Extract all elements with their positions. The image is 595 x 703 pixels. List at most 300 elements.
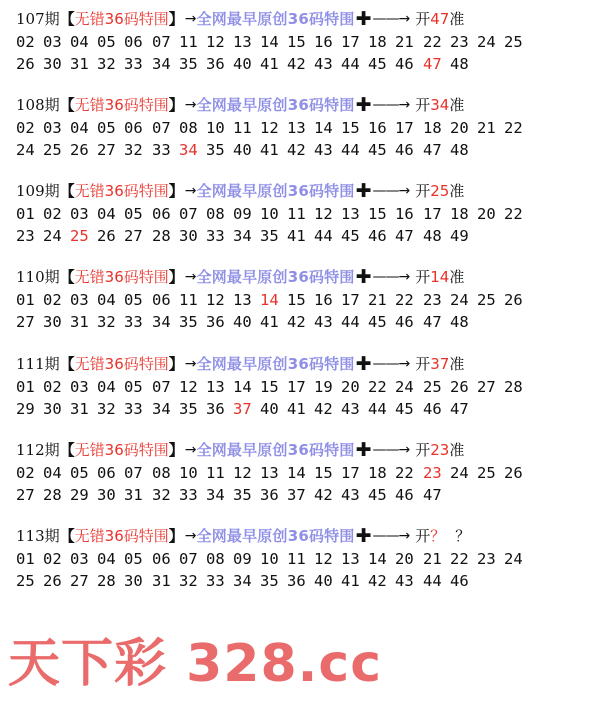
number-cell: 31	[70, 55, 89, 73]
number-cell: 01	[16, 550, 35, 568]
number-cell: 47	[450, 400, 469, 418]
number-cell: 43	[395, 572, 414, 590]
number-cell: 22	[395, 464, 414, 482]
number-cell: 44	[423, 572, 442, 590]
number-cell: 10	[260, 205, 279, 223]
number-cell: 13	[233, 33, 252, 51]
number-cell: 15	[341, 119, 360, 137]
number-row	[16, 311, 586, 333]
number-cell: 46	[395, 486, 414, 504]
number-cell: 01	[16, 205, 35, 223]
number-cell: 35	[179, 55, 198, 73]
number-cell: 18	[450, 205, 469, 223]
number-cell: 13	[206, 378, 225, 396]
number-cell: 08	[179, 119, 198, 137]
number-cell: 35	[206, 141, 225, 159]
number-cell: 07	[124, 464, 143, 482]
bracket-right: 】	[168, 10, 184, 28]
number-cell: 46	[395, 141, 414, 159]
number-row	[16, 31, 586, 53]
number-cell: 14	[260, 33, 279, 51]
number-row	[16, 548, 586, 570]
number-cell: 36	[287, 572, 306, 590]
site-slogan: 全网最早原创36码特围	[196, 441, 355, 459]
number-cell: 07	[179, 550, 198, 568]
number-cell: 15	[314, 464, 333, 482]
number-cell: 20	[341, 378, 360, 396]
number-cell: 34	[179, 141, 198, 159]
number-cell: 45	[368, 55, 387, 73]
number-cell: 34	[152, 400, 171, 418]
bracket-left: 【	[59, 10, 75, 28]
number-cell: 04	[70, 33, 89, 51]
category-label: 无错36码特围	[74, 441, 169, 459]
accuracy-label: 准	[449, 268, 465, 286]
number-cell: 44	[341, 55, 360, 73]
number-cell: 30	[179, 227, 198, 245]
number-cell: 45	[395, 400, 414, 418]
long-arrow-icon: ——→	[372, 356, 410, 372]
number-cell: 27	[70, 572, 89, 590]
accuracy-label: 准	[449, 182, 465, 200]
arrow-icon: →	[184, 356, 197, 372]
number-cell: 14	[233, 378, 252, 396]
number-cell: 25	[477, 464, 496, 482]
number-cell: 44	[368, 400, 387, 418]
number-cell: 16	[368, 119, 387, 137]
number-cell: 30	[43, 55, 62, 73]
number-cell: 45	[368, 313, 387, 331]
number-row	[16, 376, 586, 398]
number-cell: 22	[395, 291, 414, 309]
number-cell: 26	[43, 572, 62, 590]
bracket-right: 】	[168, 268, 184, 286]
number-row	[16, 484, 586, 506]
number-cell: 33	[124, 400, 143, 418]
number-cell: 02	[43, 378, 62, 396]
number-cell: 14	[314, 119, 333, 137]
number-cell: 16	[395, 205, 414, 223]
number-cell: 05	[97, 119, 116, 137]
number-cell: 32	[179, 572, 198, 590]
number-cell: 34	[152, 313, 171, 331]
number-cell: 45	[341, 227, 360, 245]
number-cell: 23	[16, 227, 35, 245]
number-cell: 35	[179, 400, 198, 418]
period-header	[16, 179, 586, 203]
number-cell: 23	[423, 464, 442, 482]
category-label: 无错36码特围	[74, 355, 169, 373]
category-label: 无错36码特围	[74, 182, 169, 200]
number-cell: 41	[287, 227, 306, 245]
period-block	[16, 7, 586, 75]
number-cell: 27	[124, 227, 143, 245]
number-cell: 12	[314, 550, 333, 568]
number-cell: 43	[314, 313, 333, 331]
number-cell: 44	[314, 227, 333, 245]
number-cell: 03	[70, 205, 89, 223]
number-cell: 22	[423, 33, 442, 51]
number-cell: 02	[43, 205, 62, 223]
number-cell: 37	[233, 400, 252, 418]
number-cell: 15	[260, 378, 279, 396]
open-label: 开	[415, 441, 431, 459]
category-label: 无错36码特围	[74, 268, 169, 286]
category-label: 无错36码特围	[74, 527, 169, 545]
number-cell: 48	[450, 141, 469, 159]
number-row	[16, 203, 586, 225]
number-cell: 04	[70, 119, 89, 137]
number-cell: 05	[124, 378, 143, 396]
number-cell: 40	[260, 400, 279, 418]
number-cell: 13	[341, 205, 360, 223]
number-cell: 42	[314, 486, 333, 504]
number-cell: 22	[504, 119, 523, 137]
arrow-icon: →	[184, 11, 197, 27]
category-label: 无错36码特围	[74, 96, 169, 114]
number-cell: 05	[124, 205, 143, 223]
number-cell: 11	[179, 33, 198, 51]
number-cell: 34	[206, 486, 225, 504]
number-cell: 26	[504, 291, 523, 309]
number-cell: 25	[16, 572, 35, 590]
number-cell: 01	[16, 378, 35, 396]
long-arrow-icon: ——→	[372, 11, 410, 27]
period-header	[16, 7, 586, 31]
long-arrow-icon: ——→	[372, 442, 410, 458]
number-cell: 13	[260, 464, 279, 482]
result-value: 25	[430, 182, 450, 200]
number-cell: 32	[124, 141, 143, 159]
number-cell: 23	[423, 291, 442, 309]
number-cell: 28	[97, 572, 116, 590]
number-cell: 05	[70, 464, 89, 482]
number-cell: 09	[233, 550, 252, 568]
bracket-left: 【	[59, 96, 75, 114]
number-cell: 24	[504, 550, 523, 568]
accuracy-label: 准	[449, 10, 465, 28]
number-cell: 30	[43, 313, 62, 331]
number-cell: 08	[152, 464, 171, 482]
long-arrow-icon: ——→	[372, 528, 410, 544]
number-cell: 43	[341, 486, 360, 504]
number-cell: 46	[395, 55, 414, 73]
arrow-icon: →	[184, 183, 197, 199]
number-cell: 23	[450, 33, 469, 51]
number-cell: 13	[233, 291, 252, 309]
long-arrow-icon: ——→	[372, 269, 410, 285]
number-cell: 11	[287, 550, 306, 568]
bracket-left: 【	[59, 355, 75, 373]
number-cell: 26	[450, 378, 469, 396]
number-cell: 01	[16, 291, 35, 309]
number-cell: 16	[314, 291, 333, 309]
number-cell: 43	[314, 55, 333, 73]
number-cell: 44	[341, 141, 360, 159]
number-cell: 04	[43, 464, 62, 482]
number-cell: 42	[314, 400, 333, 418]
number-cell: 30	[124, 572, 143, 590]
bracket-left: 【	[59, 527, 75, 545]
number-cell: 08	[206, 550, 225, 568]
number-cell: 12	[206, 291, 225, 309]
number-cell: 41	[260, 55, 279, 73]
number-cell: 17	[341, 291, 360, 309]
number-cell: 14	[287, 464, 306, 482]
number-cell: 16	[314, 33, 333, 51]
number-cell: 30	[97, 486, 116, 504]
bracket-right: 】	[168, 182, 184, 200]
number-cell: 11	[233, 119, 252, 137]
category-label: 无错36码特围	[74, 10, 169, 28]
number-cell: 40	[233, 141, 252, 159]
number-cell: 19	[314, 378, 333, 396]
number-cell: 24	[477, 33, 496, 51]
number-row	[16, 398, 586, 420]
number-cell: 10	[179, 464, 198, 482]
number-cell: 10	[206, 119, 225, 137]
number-cell: 22	[504, 205, 523, 223]
number-cell: 40	[233, 313, 252, 331]
number-cell: 36	[260, 486, 279, 504]
number-row	[16, 462, 586, 484]
number-cell: 31	[124, 486, 143, 504]
number-cell: 24	[450, 464, 469, 482]
bracket-left: 【	[59, 182, 75, 200]
number-cell: 28	[152, 227, 171, 245]
number-cell: 30	[43, 400, 62, 418]
plus-icon: ✚	[355, 94, 372, 116]
number-cell: 34	[152, 55, 171, 73]
period-header	[16, 265, 586, 289]
number-cell: 46	[423, 400, 442, 418]
number-cell: 23	[477, 550, 496, 568]
bracket-right: 】	[168, 441, 184, 459]
number-cell: 36	[206, 400, 225, 418]
number-cell: 22	[368, 378, 387, 396]
number-cell: 41	[260, 141, 279, 159]
number-cell: 02	[16, 33, 35, 51]
number-cell: 40	[233, 55, 252, 73]
number-cell: 03	[70, 378, 89, 396]
number-cell: 12	[260, 119, 279, 137]
number-cell: 32	[97, 400, 116, 418]
period-number: 107期	[16, 10, 60, 28]
number-cell: 05	[124, 291, 143, 309]
number-cell: 37	[287, 486, 306, 504]
bracket-right: 】	[168, 527, 184, 545]
period-header	[16, 352, 586, 376]
number-cell: 35	[260, 572, 279, 590]
number-cell: 06	[124, 33, 143, 51]
number-cell: 17	[395, 119, 414, 137]
number-cell: 33	[152, 141, 171, 159]
number-cell: 03	[70, 550, 89, 568]
number-cell: 47	[395, 227, 414, 245]
number-row	[16, 289, 586, 311]
number-cell: 15	[368, 205, 387, 223]
number-cell: 47	[423, 141, 442, 159]
number-cell: 48	[450, 313, 469, 331]
site-slogan: 全网最早原创36码特围	[196, 268, 355, 286]
period-block	[16, 524, 586, 592]
number-cell: 11	[179, 291, 198, 309]
period-number: 109期	[16, 182, 60, 200]
number-cell: 11	[206, 464, 225, 482]
number-cell: 24	[395, 378, 414, 396]
arrow-icon: →	[184, 442, 197, 458]
number-row	[16, 225, 586, 247]
number-cell: 06	[97, 464, 116, 482]
number-cell: 42	[287, 141, 306, 159]
result-value: 34	[430, 96, 450, 114]
number-cell: 32	[97, 313, 116, 331]
number-cell: 05	[124, 550, 143, 568]
number-cell: 36	[206, 55, 225, 73]
number-cell: 02	[43, 550, 62, 568]
number-cell: 49	[450, 227, 469, 245]
period-number: 112期	[16, 441, 60, 459]
number-cell: 22	[450, 550, 469, 568]
brand-watermark: 天下彩 328.cc	[8, 634, 383, 694]
result-value: 23	[430, 441, 450, 459]
number-cell: 20	[477, 205, 496, 223]
number-cell: 48	[450, 55, 469, 73]
number-cell: 10	[260, 550, 279, 568]
result-value: 47	[430, 10, 450, 28]
number-cell: 13	[341, 550, 360, 568]
bracket-left: 【	[59, 268, 75, 286]
number-cell: 29	[70, 486, 89, 504]
number-cell: 11	[287, 205, 306, 223]
result-value: 14	[430, 268, 450, 286]
period-header	[16, 524, 586, 548]
number-cell: 17	[341, 33, 360, 51]
period-header	[16, 93, 586, 117]
period-block	[16, 438, 586, 506]
number-cell: 42	[287, 55, 306, 73]
number-cell: 35	[233, 486, 252, 504]
number-cell: 47	[423, 486, 442, 504]
number-cell: 08	[206, 205, 225, 223]
period-block	[16, 265, 586, 333]
number-row	[16, 139, 586, 161]
number-cell: 41	[341, 572, 360, 590]
long-arrow-icon: ——→	[372, 183, 410, 199]
number-cell: 03	[43, 119, 62, 137]
number-cell: 04	[97, 291, 116, 309]
number-row	[16, 53, 586, 75]
plus-icon: ✚	[355, 180, 372, 202]
number-cell: 03	[70, 291, 89, 309]
number-cell: 21	[477, 119, 496, 137]
accuracy-label: 准	[449, 96, 465, 114]
number-cell: 43	[341, 400, 360, 418]
number-cell: 26	[504, 464, 523, 482]
site-slogan: 全网最早原创36码特围	[196, 96, 355, 114]
number-cell: 33	[124, 313, 143, 331]
number-cell: 27	[477, 378, 496, 396]
number-cell: 35	[260, 227, 279, 245]
number-cell: 31	[152, 572, 171, 590]
plus-icon: ✚	[355, 353, 372, 375]
bracket-left: 【	[59, 441, 75, 459]
number-cell: 04	[97, 550, 116, 568]
number-cell: 18	[368, 33, 387, 51]
number-cell: 33	[179, 486, 198, 504]
number-cell: 27	[97, 141, 116, 159]
open-label: 开	[415, 355, 431, 373]
number-cell: 07	[152, 378, 171, 396]
number-cell: 45	[368, 486, 387, 504]
open-label: 开	[415, 182, 431, 200]
number-cell: 42	[287, 313, 306, 331]
number-cell: 28	[43, 486, 62, 504]
period-header	[16, 438, 586, 462]
bracket-right: 】	[168, 355, 184, 373]
number-cell: 25	[43, 141, 62, 159]
number-cell: 02	[16, 119, 35, 137]
number-cell: 34	[233, 572, 252, 590]
number-cell: 20	[450, 119, 469, 137]
number-row	[16, 117, 586, 139]
plus-icon: ✚	[355, 266, 372, 288]
period-number: 110期	[16, 268, 60, 286]
number-cell: 27	[16, 313, 35, 331]
number-cell: 03	[43, 33, 62, 51]
number-cell: 43	[314, 141, 333, 159]
number-cell: 07	[152, 119, 171, 137]
number-cell: 02	[16, 464, 35, 482]
number-cell: 14	[260, 291, 279, 309]
number-cell: 21	[368, 291, 387, 309]
number-cell: 45	[368, 141, 387, 159]
number-cell: 47	[423, 55, 442, 73]
plus-icon: ✚	[355, 525, 372, 547]
number-cell: 15	[287, 291, 306, 309]
number-cell: 46	[450, 572, 469, 590]
period-number: 108期	[16, 96, 60, 114]
number-cell: 14	[368, 550, 387, 568]
site-slogan: 全网最早原创36码特围	[196, 182, 355, 200]
number-cell: 46	[395, 313, 414, 331]
number-cell: 48	[423, 227, 442, 245]
number-cell: 35	[179, 313, 198, 331]
accuracy-label: 准	[449, 441, 465, 459]
number-cell: 06	[124, 119, 143, 137]
period-block	[16, 352, 586, 420]
accuracy-label: 准	[449, 355, 465, 373]
number-cell: 12	[233, 464, 252, 482]
plus-icon: ✚	[355, 8, 372, 30]
period-block	[16, 93, 586, 161]
number-cell: 44	[341, 313, 360, 331]
arrow-icon: →	[184, 528, 197, 544]
accuracy-label: ？	[455, 527, 471, 545]
period-number: 113期	[16, 527, 60, 545]
open-label: 开	[415, 268, 431, 286]
number-cell: 21	[423, 550, 442, 568]
number-cell: 42	[368, 572, 387, 590]
number-cell: 18	[423, 119, 442, 137]
number-cell: 09	[233, 205, 252, 223]
number-cell: 41	[260, 313, 279, 331]
number-cell: 12	[179, 378, 198, 396]
number-row	[16, 570, 586, 592]
plus-icon: ✚	[355, 439, 372, 461]
number-cell: 06	[152, 205, 171, 223]
number-cell: 36	[206, 313, 225, 331]
